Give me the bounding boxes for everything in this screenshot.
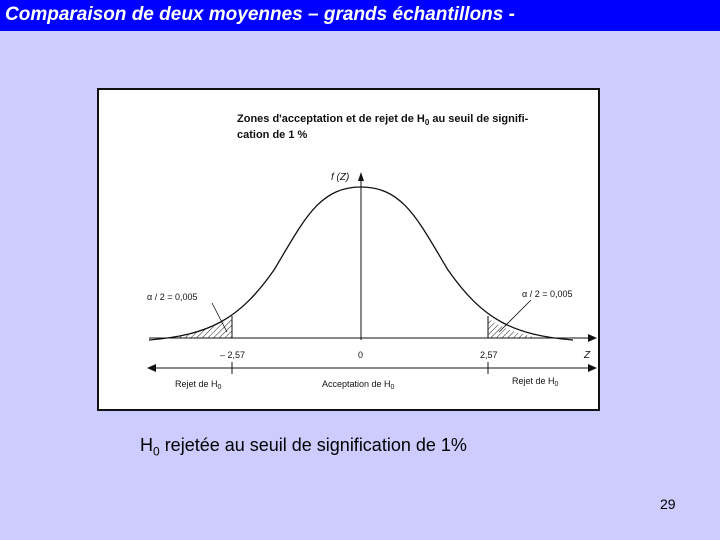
f-axis-label: f (Z) xyxy=(331,172,350,183)
figure-heading-line1: Zones d'acceptation et de rejet de $H_0$ au seuil de signifi- xyxy=(237,113,529,127)
tick-label-center: 0 xyxy=(358,350,364,360)
zone-label-center: Acceptation de $H_0$ xyxy=(322,379,395,391)
figure-heading-line2: cation de 1 % xyxy=(237,129,308,141)
tick-label-right: 2,57 xyxy=(480,350,498,360)
z-axis-label: Z xyxy=(584,350,591,361)
normal-curve-diagram xyxy=(99,90,598,409)
alpha-left-label: α / 2 = 0,005 xyxy=(147,292,198,302)
zone-arrow-right xyxy=(588,364,597,372)
normal-distribution-figure xyxy=(97,88,600,411)
z-axis-arrow xyxy=(588,334,597,342)
zone-label-left: Rejet de $H_0$ xyxy=(175,379,222,391)
zone-arrow-left xyxy=(147,364,156,372)
alpha-right-pointer xyxy=(499,300,531,332)
slide-caption: $H_0$ rejetée au seuil de signification de 1% xyxy=(140,435,467,459)
alpha-right-label: α / 2 = 0,005 xyxy=(522,289,573,299)
tick-label-left: – 2,57 xyxy=(220,350,246,360)
page-number: 29 xyxy=(660,496,676,512)
slide-title: Comparaison de deux moyennes – grands échantillons - xyxy=(5,4,515,25)
zone-label-right: Rejet de $H_0$ xyxy=(512,376,559,388)
title-bar xyxy=(0,0,720,31)
f-axis-arrow xyxy=(358,172,364,181)
